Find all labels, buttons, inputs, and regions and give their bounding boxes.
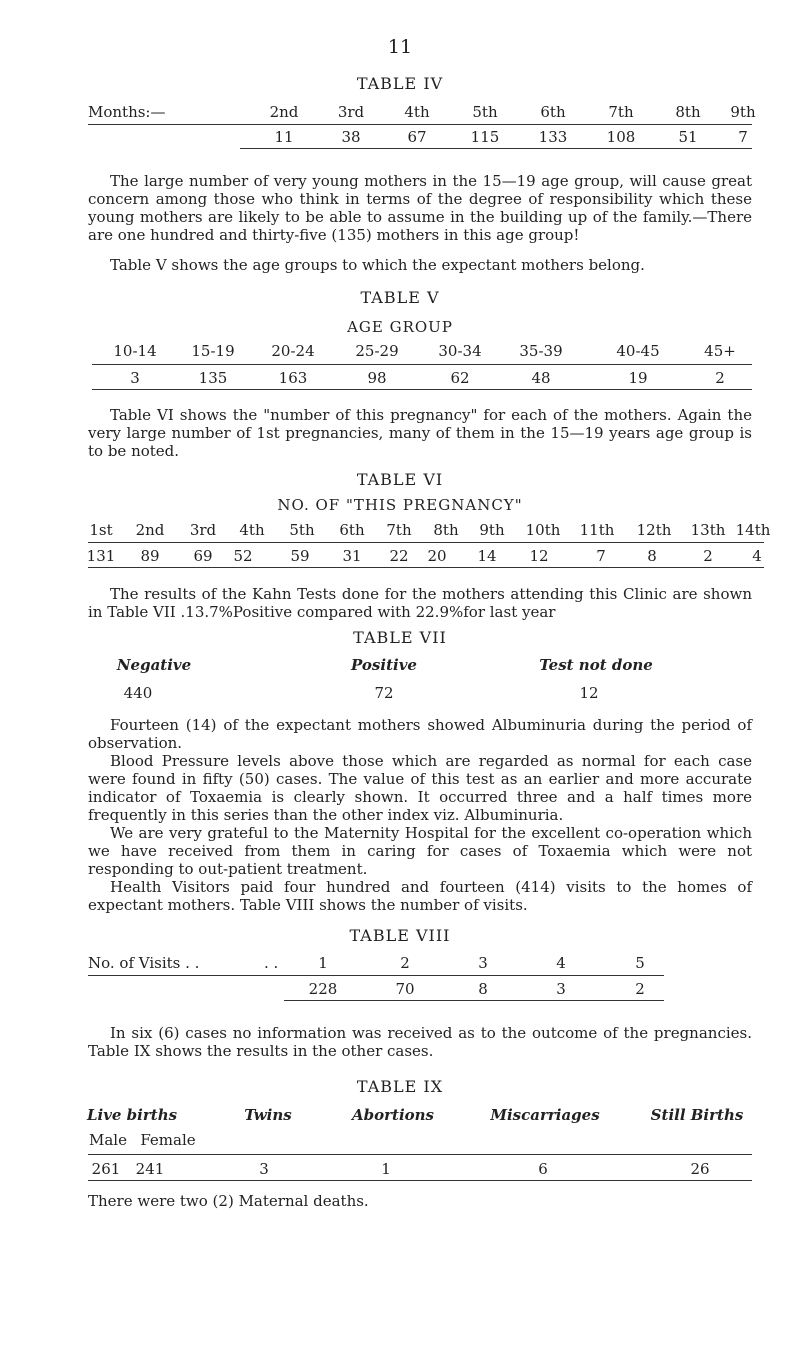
page-number: 11 [387, 36, 413, 58]
table5-value: 163 [278, 369, 308, 387]
table8-header: 5 [635, 954, 645, 972]
table4-value: 7 [738, 128, 748, 146]
table9-subheader: Male [89, 1131, 127, 1149]
table5-value: 19 [628, 369, 648, 387]
table4-value: 133 [538, 128, 568, 146]
table6-header: 10th [525, 521, 561, 539]
table9-header: Twins [244, 1106, 292, 1124]
table8-row-label: No. of Visits . . [88, 954, 200, 972]
table8-rule-bottom [284, 1000, 664, 1001]
table6-value: 8 [647, 547, 657, 565]
table6-value: 12 [529, 547, 549, 565]
table5-header: 40-45 [616, 342, 660, 360]
table6-value: 14 [477, 547, 497, 565]
table6-header: 13th [690, 521, 726, 539]
table6-header: 9th [479, 521, 505, 539]
table8-header: 2 [400, 954, 410, 972]
table9-value: 26 [690, 1160, 710, 1178]
table4-value: 11 [274, 128, 294, 146]
table6-header: 8th [433, 521, 459, 539]
table6-title: TABLE VI [356, 470, 444, 489]
paragraph-kahn-tests: The results of the Kahn Tests done for the mothers attending this Clinic are shown in Table VII .13.7%Positive compared with 22.9%for last year [88, 585, 752, 621]
paragraph-table6-intro: Table VI shows the "number of this pregnancy" for each of the mothers. Again the very large number of 1st pregnancies, many of them in the 15—19 years age group is to be noted. [88, 406, 752, 460]
table6-value: 69 [193, 547, 213, 565]
table4-header: 4th [404, 103, 430, 121]
table8-header: 4 [556, 954, 566, 972]
table6-header: 5th [289, 521, 315, 539]
table7-header: Negative [116, 656, 192, 674]
table4-header: 7th [608, 103, 634, 121]
table4-header: 9th [730, 103, 756, 121]
table8-value: 3 [556, 980, 566, 998]
table9-rule-bottom [88, 1180, 752, 1181]
table9-header: Abortions [351, 1106, 435, 1124]
table6-value: 22 [389, 547, 409, 565]
table5-header: 30-34 [438, 342, 482, 360]
table9-value: 261 [91, 1160, 121, 1178]
table9-rule-top [88, 1154, 752, 1155]
table5-rule-bottom [92, 389, 752, 390]
paragraph-observations: Fourteen (14) of the expectant mothers showed Albuminuria during the period of observation. Blood Pressure levels above those which are regarded as normal for each case were found in fifty (50) cases. The value of this test as an earlier and more accurate indicator of Toxaemia is clearly shown. It occurred three and a half times more frequently in this series than the other index viz. Albuminuria. We are very grateful to the Maternity Hospital for the excellent co-operation which we have received from them in caring for cases of Toxaemia which were not responding to out-patient treatment. Health Visitors paid four hundred and fourteen (414) visits to the homes of expectant mothers. Table VIII shows the number of visits. [88, 716, 752, 914]
table5-value: 48 [531, 369, 551, 387]
table6-header: 4th [239, 521, 265, 539]
table7-header: Positive [351, 656, 417, 674]
table4-title: TABLE IV [356, 74, 444, 93]
table6-value: 131 [86, 547, 116, 565]
table4-header: 6th [540, 103, 566, 121]
paragraph-young-mothers: The large number of very young mothers in the 15—19 age group, will cause great concern among those who think in terms of the degree of responsibility which these young mothers are likely to be able to assume in the building up of the family.—There are one hundred and thirty-five (135) mothers in this age group! [88, 172, 752, 244]
table9-value: 241 [135, 1160, 165, 1178]
table7-title: TABLE VII [353, 628, 447, 647]
table6-value: 2 [703, 547, 713, 565]
table6-header: 12th [636, 521, 672, 539]
table6-header: 1st [89, 521, 113, 539]
table6-value: 59 [290, 547, 310, 565]
table9-subheader: Female [140, 1131, 196, 1149]
table9-value: 1 [381, 1160, 391, 1178]
table4-header: 2nd [269, 103, 299, 121]
table4-header: 8th [675, 103, 701, 121]
table6-header: 3rd [189, 521, 217, 539]
table6-header: 2nd [135, 521, 165, 539]
table5-value: 62 [450, 369, 470, 387]
table6-rule-bottom [88, 567, 764, 568]
table5-subtitle: AGE GROUP [347, 318, 453, 336]
table7-value: 12 [579, 684, 599, 702]
table6-header: 6th [339, 521, 365, 539]
table8-header: 1 [318, 954, 328, 972]
table6-header: 14th [735, 521, 771, 539]
table9-header: Miscarriages [490, 1106, 600, 1124]
table5-header: 15-19 [191, 342, 235, 360]
table9-value: 6 [538, 1160, 548, 1178]
table5-header: 35-39 [519, 342, 563, 360]
table4-row-label: Months:— [88, 103, 166, 121]
table6-value: 31 [342, 547, 362, 565]
table4-value: 38 [341, 128, 361, 146]
table6-subtitle: NO. OF "THIS PREGNANCY" [277, 496, 523, 514]
table6-header: 11th [579, 521, 615, 539]
table6-value: 89 [140, 547, 160, 565]
table7-value: 72 [374, 684, 394, 702]
table8-title: TABLE VIII [349, 926, 451, 945]
table6-value: 4 [752, 547, 762, 565]
table5-header: 20-24 [271, 342, 315, 360]
table8-rule-top [88, 975, 664, 976]
table5-header: 25-29 [355, 342, 399, 360]
table8-value: 8 [478, 980, 488, 998]
table4-value: 115 [470, 128, 500, 146]
table5-title: TABLE V [360, 288, 440, 307]
table5-value: 98 [367, 369, 387, 387]
table5-header: 10-14 [113, 342, 157, 360]
table5-header: 45+ [704, 342, 736, 360]
table4-rule-top [88, 124, 752, 125]
table4-value: 67 [407, 128, 427, 146]
table5-value: 135 [198, 369, 228, 387]
table8-dots: . . [264, 954, 279, 972]
table9-title: TABLE IX [356, 1077, 444, 1096]
table4-rule-bottom [240, 148, 752, 149]
table4-header: 5th [472, 103, 498, 121]
table5-value: 2 [715, 369, 725, 387]
table4-value: 51 [678, 128, 698, 146]
table4-header: 3rd [337, 103, 365, 121]
table6-value: 20 [427, 547, 447, 565]
paragraph-table9-intro: In six (6) cases no information was received as to the outcome of the pregnancies. Table IX shows the results in the other cases. [88, 1024, 752, 1060]
table8-value: 2 [635, 980, 645, 998]
paragraph-table5-intro: Table V shows the age groups to which the expectant mothers belong. [110, 256, 645, 274]
table8-value: 228 [308, 980, 338, 998]
table5-value: 3 [130, 369, 140, 387]
footer-maternal-deaths: There were two (2) Maternal deaths. [88, 1192, 369, 1210]
table6-header: 7th [386, 521, 412, 539]
table7-value: 440 [123, 684, 153, 702]
table6-rule-top [88, 542, 764, 543]
table7-header: Test not done [539, 656, 653, 674]
table5-rule-top [92, 364, 752, 365]
table9-header: Still Births [650, 1106, 744, 1124]
table4-value: 108 [606, 128, 636, 146]
table8-value: 70 [395, 980, 415, 998]
table6-value: 7 [596, 547, 606, 565]
table6-value: 52 [233, 547, 253, 565]
table8-header: 3 [478, 954, 488, 972]
table9-header: Live births [86, 1106, 178, 1124]
table9-value: 3 [259, 1160, 269, 1178]
